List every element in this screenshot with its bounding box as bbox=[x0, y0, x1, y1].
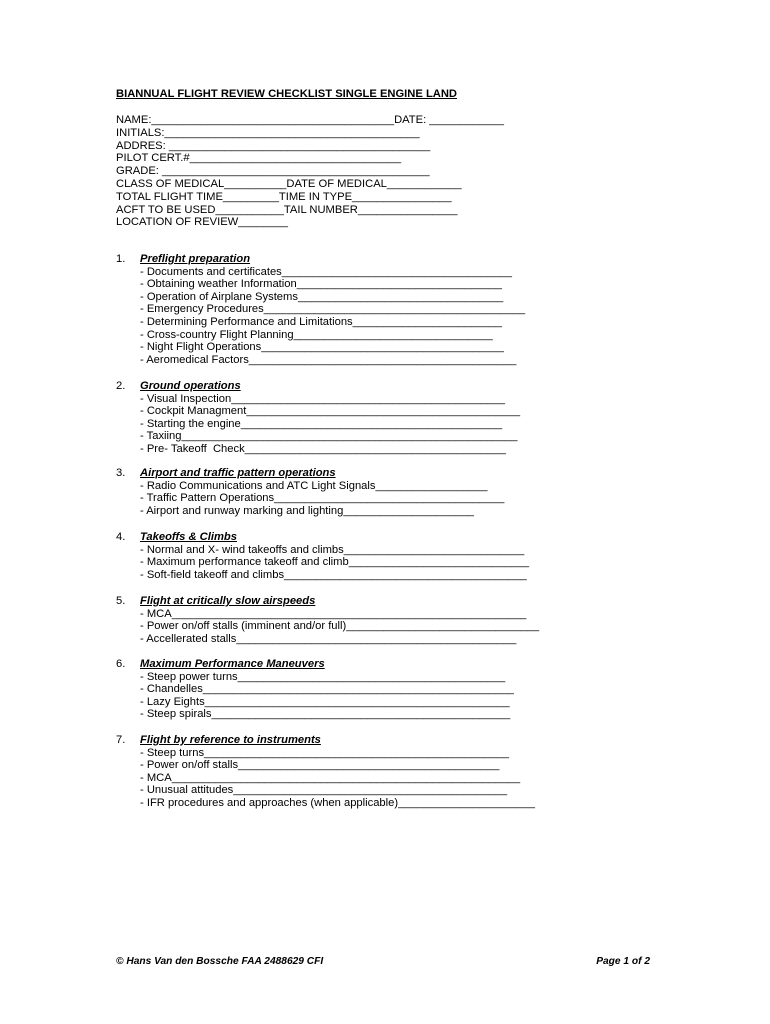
checklist-item: - Accellerated stalls_____________________________________________ bbox=[140, 632, 517, 645]
section-heading bbox=[116, 467, 504, 480]
section-number: 5. bbox=[116, 595, 126, 607]
checklist-item: - Emergency Procedures__________________________________________ bbox=[140, 303, 526, 316]
section-heading bbox=[116, 595, 539, 608]
section-items bbox=[140, 266, 525, 367]
checklist-item: - Steep spirals________________________________________________ bbox=[140, 708, 511, 721]
checklist-item: - Visual Inspection____________________________________________ bbox=[140, 392, 505, 405]
section-heading bbox=[116, 253, 525, 266]
info-line: ACFT TO BE USED___________TAIL NUMBER________________ bbox=[116, 203, 458, 216]
checklist-item: - MCA_________________________________________________________ bbox=[140, 607, 527, 620]
info-line: INITIALS:_________________________________________ bbox=[116, 126, 420, 139]
section-title: Preflight preparation bbox=[140, 253, 251, 265]
checklist-item: - Night Flight Operations_______________________________________ bbox=[140, 341, 504, 354]
checklist-section bbox=[116, 467, 504, 517]
checklist-section bbox=[116, 658, 514, 721]
info-line: TOTAL FLIGHT TIME_________TIME IN TYPE________________ bbox=[116, 190, 452, 203]
checklist-item: - Power on/off stalls__________________________________________ bbox=[140, 759, 500, 772]
section-title: Takeoffs & Climbs bbox=[140, 531, 237, 543]
info-line: NAME:_______________________________________DATE: ____________ bbox=[116, 114, 504, 126]
checklist-item: - Chandelles__________________________________________________ bbox=[140, 683, 514, 696]
section-number: 1. bbox=[116, 253, 126, 265]
section-items bbox=[140, 393, 520, 456]
section-items bbox=[140, 608, 539, 646]
checklist-item: - Cockpit Managment____________________________________________ bbox=[140, 405, 521, 418]
checklist-item: - Unusual attitudes____________________________________________ bbox=[140, 784, 508, 797]
section-title: Airport and traffic pattern operations bbox=[140, 467, 336, 479]
section-heading bbox=[116, 658, 514, 671]
section-items bbox=[140, 671, 514, 721]
checklist-item: - Normal and X- wind takeoffs and climbs_____________________________ bbox=[140, 543, 525, 556]
section-title: Ground operations bbox=[140, 380, 241, 392]
info-line: PILOT CERT.#__________________________________ bbox=[116, 152, 402, 165]
checklist-item: - Documents and certificates_____________________________________ bbox=[140, 265, 512, 278]
checklist-item: - Taxiing______________________________________________________ bbox=[140, 430, 518, 443]
footer-page-number: Page 1 of 2 bbox=[596, 956, 650, 967]
section-number: 2. bbox=[116, 380, 126, 392]
section-heading bbox=[116, 531, 529, 544]
checklist-item: - Pre- Takeoff Check__________________________________________ bbox=[140, 442, 506, 455]
checklist-item: - Radio Communications and ATC Light Signals__________________ bbox=[140, 479, 488, 492]
checklist-item: - Steep power turns___________________________________________ bbox=[140, 670, 506, 683]
checklist-section bbox=[116, 253, 525, 366]
info-line: LOCATION OF REVIEW________ bbox=[116, 216, 289, 229]
checklist-section bbox=[116, 734, 535, 810]
checklist-item: - Power on/off stalls (imminent and/or full)_______________________________ bbox=[140, 620, 540, 633]
checklist-item: - Cross-country Flight Planning________________________________ bbox=[140, 328, 493, 341]
section-title: Maximum Performance Maneuvers bbox=[140, 658, 325, 670]
checklist-item: - Determining Performance and Limitations________________________ bbox=[140, 315, 502, 328]
section-items bbox=[140, 747, 535, 810]
section-heading bbox=[116, 734, 535, 747]
checklist-item: - Steep turns_________________________________________________ bbox=[140, 746, 509, 759]
section-items bbox=[140, 480, 504, 518]
checklist-item: - Lazy Eights_________________________________________________ bbox=[140, 695, 510, 708]
section-number: 3. bbox=[116, 467, 126, 479]
section-items bbox=[140, 544, 529, 582]
section-title: Flight by reference to instruments bbox=[140, 734, 321, 746]
checklist-item: - IFR procedures and approaches (when applicable)______________________ bbox=[140, 796, 535, 809]
checklist-section bbox=[116, 380, 520, 456]
checklist-section bbox=[116, 595, 539, 645]
info-line: CLASS OF MEDICAL__________DATE OF MEDICAL____________ bbox=[116, 177, 462, 190]
checklist-item: - Soft-field takeoff and climbs_______________________________________ bbox=[140, 568, 527, 581]
section-title: Flight at critically slow airspeeds bbox=[140, 595, 316, 607]
checklist-item: - Aeromedical Factors___________________________________________ bbox=[140, 353, 517, 366]
checklist-section bbox=[116, 531, 529, 581]
checklist-item: - Operation of Airplane Systems_________________________________ bbox=[140, 290, 504, 303]
section-number: 7. bbox=[116, 734, 126, 746]
section-number: 6. bbox=[116, 658, 126, 670]
section-heading bbox=[116, 380, 520, 393]
info-line: ADDRES: __________________________________________ bbox=[116, 139, 431, 152]
checklist-item: - Obtaining weather Information_________________________________ bbox=[140, 278, 503, 291]
checklist-item: - MCA________________________________________________________ bbox=[140, 771, 521, 784]
section-number: 4. bbox=[116, 531, 126, 543]
footer-copyright: © Hans Van den Bossche FAA 2488629 CFI bbox=[116, 956, 324, 967]
page-title: BIANNUAL FLIGHT REVIEW CHECKLIST SINGLE ENGINE LAND bbox=[116, 88, 458, 100]
info-line: GRADE: ___________________________________________ bbox=[116, 165, 430, 178]
checklist-item: - Airport and runway marking and lighting_____________________ bbox=[140, 504, 475, 517]
checklist-item: - Maximum performance takeoff and climb_____________________________ bbox=[140, 556, 530, 569]
pilot-info-block bbox=[116, 114, 504, 229]
checklist-item: - Starting the engine__________________________________________ bbox=[140, 417, 503, 430]
checklist-item: - Traffic Pattern Operations_____________________________________ bbox=[140, 492, 505, 505]
